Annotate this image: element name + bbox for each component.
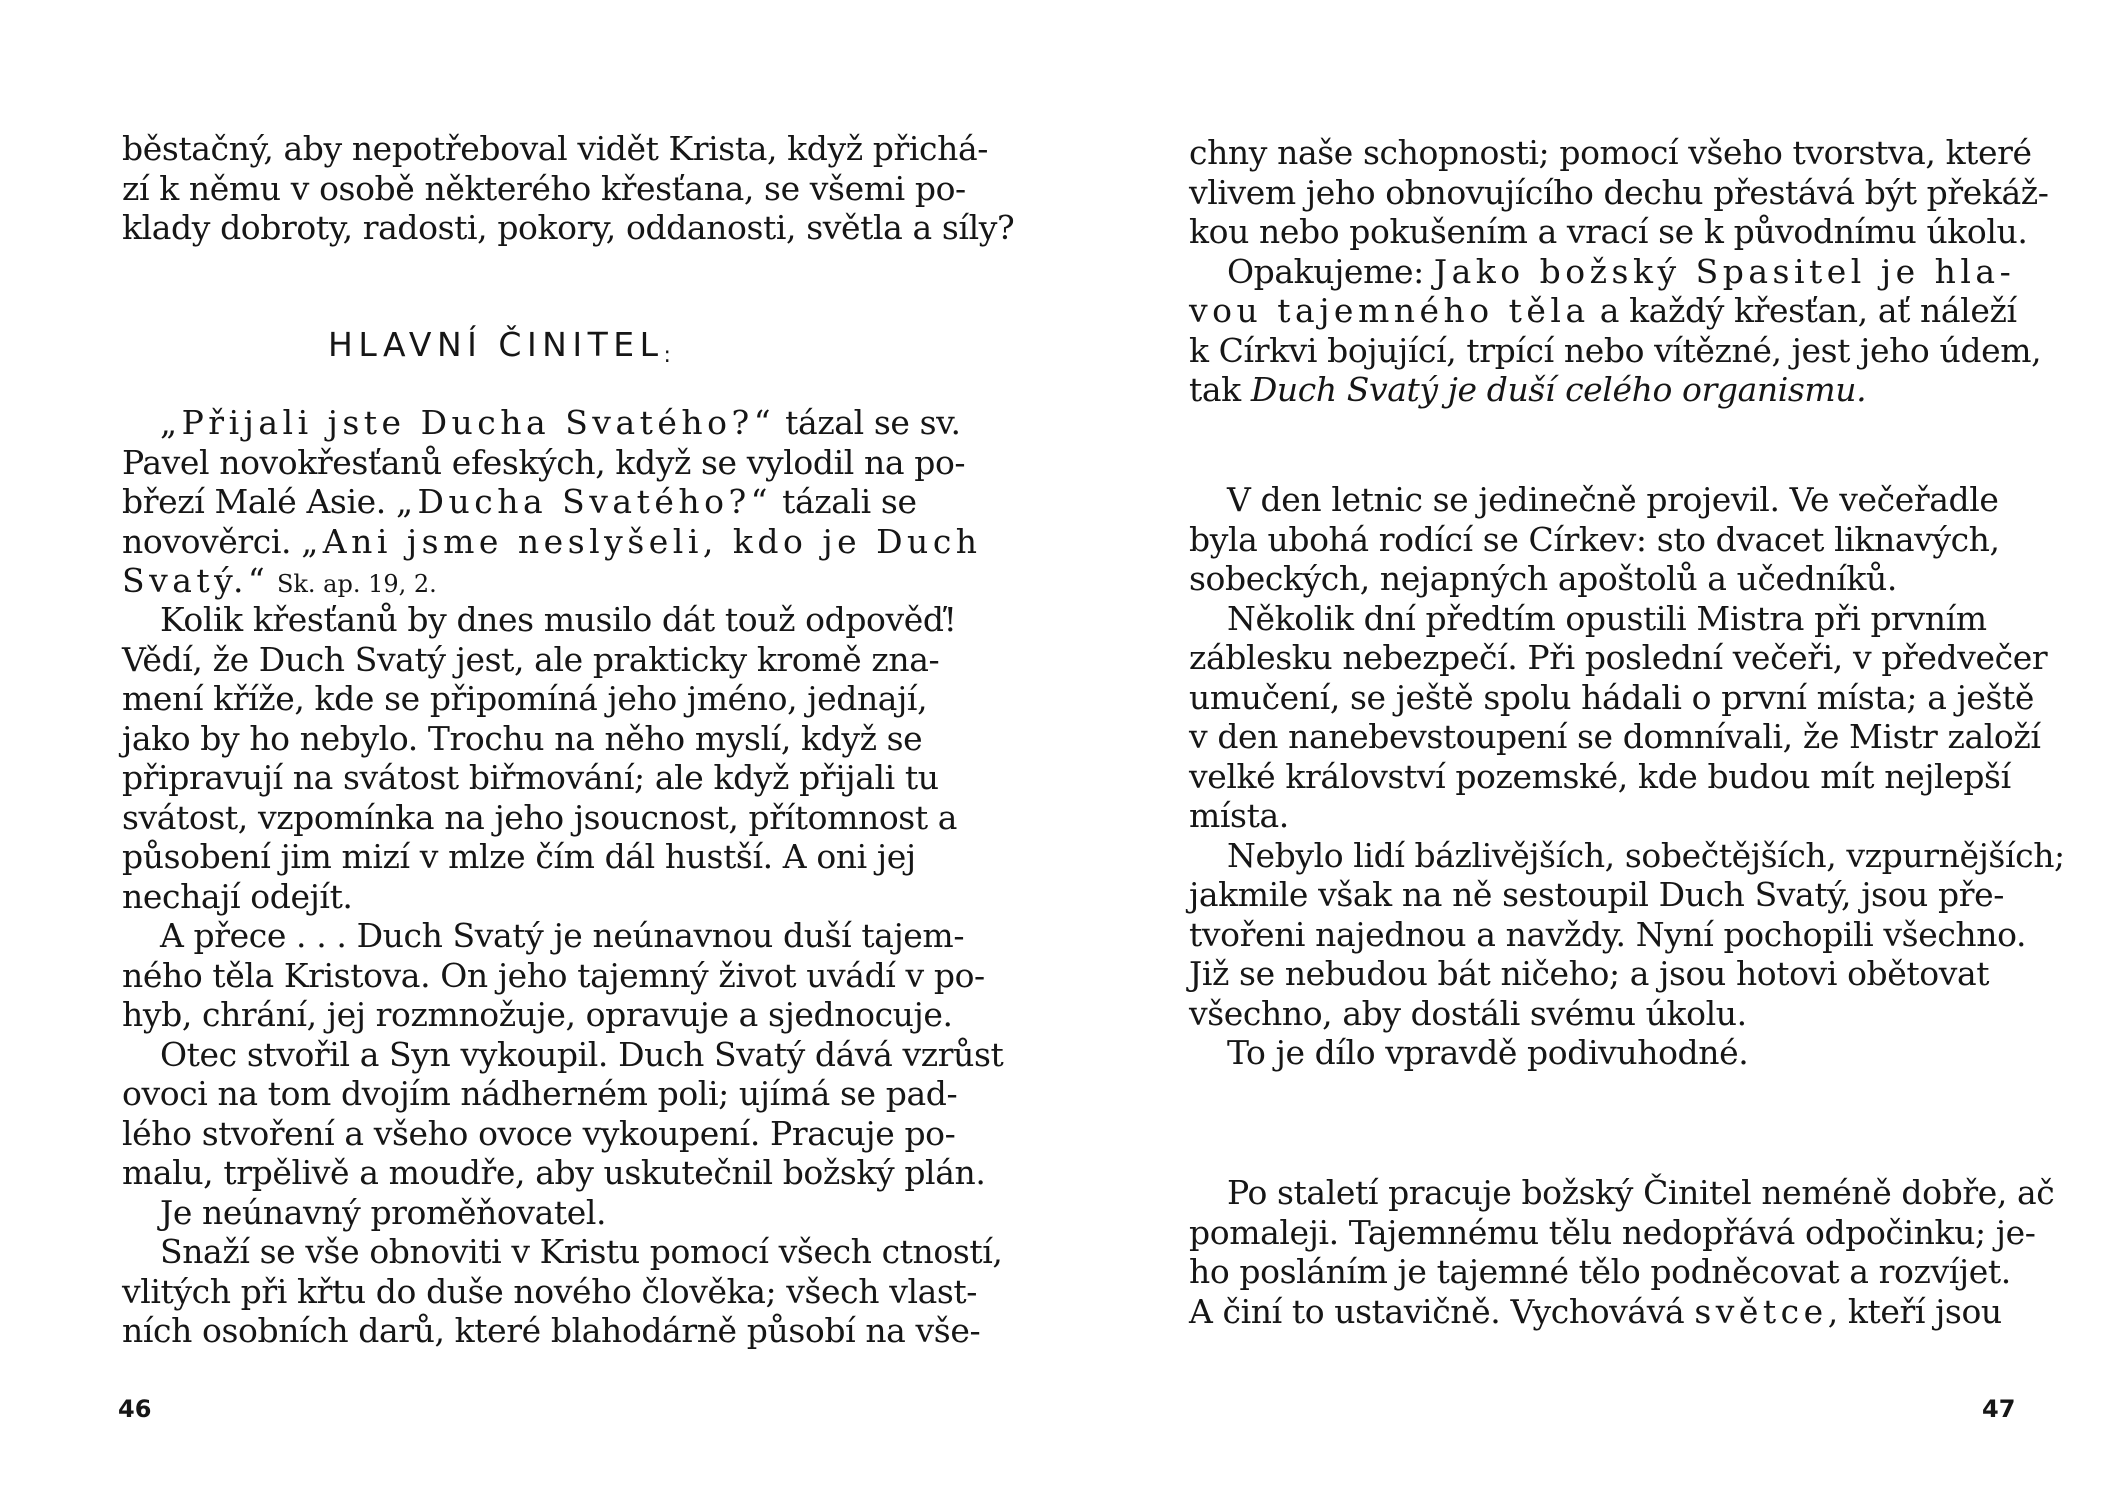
left-opening-paragraph: [122, 129, 1015, 248]
page-number: 46: [118, 1395, 152, 1423]
text-line: ného těla Kristova. On jeho tajemný život uvádí v po-: [122, 955, 985, 995]
text-fragment: tázali se: [772, 482, 917, 521]
left-body-text: [122, 600, 1004, 1351]
right-page: [1061, 0, 2122, 1500]
text-line: Je neúnavný proměňovatel.: [160, 1192, 607, 1232]
section-heading: [328, 325, 671, 368]
text-line: Pavel novokřesťanů efeských, když se vylodil na po-: [122, 442, 966, 482]
text-line: tvořeni najednou a navždy. Nyní pochopili všechno.: [1189, 914, 2027, 954]
text-line: záblesku nebezpečí. Při poslední večeři, v předvečer: [1189, 638, 2048, 677]
emphasized-text: světce: [1694, 1291, 1828, 1331]
text-line: vlivem jeho obnovujícího dechu přestává být překáž-: [1189, 172, 2049, 212]
right-middle-text: [1189, 480, 2065, 1073]
text-line: Vědí, že Duch Svatý jest, ale prakticky kromě zna-: [122, 639, 940, 679]
text-line: v den nanebevstoupení se domnívali, že Mistr založí: [1189, 717, 2041, 756]
emphasized-text: Jako božský Spasitel je hla-: [1433, 251, 2016, 291]
text-line: Otec stvořil a Syn vykoupil. Duch Svatý dává vzrůst: [160, 1034, 1004, 1074]
text-line: běstačný, aby nepotřeboval vidět Krista, když přichá-: [122, 129, 989, 168]
text-fragment: novověrci.: [122, 521, 302, 561]
text-line: [122, 521, 982, 562]
text-line: klady dobroty, radosti, pokory, oddanosti, světla a síly?: [122, 208, 1015, 247]
text-line: Nebylo lidí bázlivějších, sobečtějších, vzpurnějších;: [1227, 835, 2065, 875]
scripture-reference: Sk. ap. 19, 2.: [269, 570, 437, 598]
text-line: působení jim mizí v mlze čím dál hustší. A oni jej: [122, 837, 916, 876]
text-line: chny naše schopnosti; pomocí všeho tvorstva, které: [1189, 133, 2032, 172]
text-line: Snaží se vše obnoviti v Kristu pomocí všech ctností,: [160, 1232, 1003, 1271]
text-line: umučení, se ještě spolu hádali o první místa; a ještě: [1189, 677, 2035, 717]
text-line: připravují na svátost biřmování; ale když přijali tu: [122, 758, 939, 797]
text-line: [122, 403, 962, 443]
text-line: V den letnic se jedinečně projevil. Ve večeřadle: [1227, 480, 1999, 519]
text-line: Kolik křesťanů by dnes musilo dát touž odpověď!: [160, 600, 957, 639]
quote-attribution: tázal se sv.: [775, 403, 961, 442]
section-heading-text: HLAVNÍ ČINITEL: [328, 325, 664, 364]
text-line: hyb, chrání, jej rozmnožuje, opravuje a sjednocuje.: [122, 995, 953, 1034]
text-line: [1189, 370, 2029, 410]
text-line: vlitých při křtu do duše nového člověka; všech vlast-: [122, 1271, 978, 1311]
text-line: pomaleji. Tajemnému tělu nedopřává odpočinku; je-: [1189, 1212, 2036, 1252]
text-line: ovoci na tom dvojím nádherném poli; ujímá se pad-: [122, 1074, 958, 1113]
text-line: zí k němu v osobě některého křesťana, se všemi po-: [122, 168, 966, 208]
text-line: [122, 561, 962, 601]
text-line: Několik dní předtím opustili Mistra při prvním: [1227, 598, 1987, 638]
text-line: místa.: [1189, 796, 1289, 835]
text-fragment: , kteří jsou: [1827, 1291, 2002, 1331]
text-line: kou nebo pokušením a vrací se k původnímu úkolu.: [1189, 212, 2028, 251]
text-line: [1189, 1292, 2029, 1332]
quote-text: „Přijali jste Ducha Svatého?“: [160, 403, 776, 442]
text-line: To je dílo vpravdě podivuhodné.: [1227, 1033, 1749, 1072]
quote-text: „Ducha Svatého?“: [395, 482, 773, 521]
right-opening-paragraph: [1189, 133, 2049, 410]
text-line: [122, 482, 962, 522]
text-line: lého stvoření a všeho ovoce vykoupení. Pracuje po-: [122, 1113, 956, 1153]
text-line: nechají odejít.: [122, 876, 353, 916]
text-line: ních osobních darů, které blahodárně působí na vše-: [122, 1311, 981, 1350]
text-line: byla ubohá rodící se Církev: sto dvacet liknavých,: [1189, 519, 2000, 559]
text-line: A přece . . . Duch Svatý je neúnavnou duší tajem-: [160, 916, 965, 955]
text-fragment: a každý křesťan, ať náleží: [1589, 291, 2017, 330]
italic-text: Duch Svatý je duší celého organismu.: [1250, 370, 1867, 409]
text-line: malu, trpělivě a moudře, aby uskutečnil božský plán.: [122, 1153, 986, 1192]
page-number: 47: [1982, 1395, 2016, 1423]
text-fragment: tak: [1189, 370, 1251, 409]
text-line: svátost, vzpomínka na jeho jsoucnost, přítomnost a: [122, 797, 958, 837]
text-line: k Církvi bojující, trpící nebo vítězné, jest jeho údem,: [1189, 330, 2042, 370]
text-fragment: březí Malé Asie.: [122, 482, 396, 521]
emphasized-text: vou tajemného těla: [1189, 291, 1590, 330]
text-line: všechno, aby dostáli svému úkolu.: [1189, 993, 1747, 1033]
text-fragment: A činí to ustavičně. Vychovává: [1189, 1291, 1695, 1331]
text-line: Již se nebudou bát ničeho; a jsou hotovi obětovat: [1189, 954, 1990, 993]
text-line: ho posláním je tajemné tělo podněcovat a rozvíjet.: [1189, 1252, 2011, 1291]
text-line: jako by ho nebylo. Trochu na něho myslí, když se: [122, 718, 923, 758]
text-line: [1189, 252, 2029, 292]
section-heading-colon: :: [663, 343, 671, 368]
text-fragment: Opakujeme:: [1227, 251, 1434, 291]
text-line: jakmile však na ně sestoupil Duch Svatý, jsou pře-: [1189, 875, 2004, 914]
quote-text: „Ani jsme neslyšeli, kdo je Duch: [301, 521, 982, 561]
text-line: [1189, 291, 2029, 331]
quote-text: Svatý.“: [122, 561, 270, 600]
left-quote-paragraph: [122, 403, 982, 601]
text-line: velké království pozemské, kde budou mít nejlepší: [1189, 756, 2011, 796]
right-closing-paragraph: [1189, 1173, 2055, 1331]
text-line: mení kříže, kde se připomíná jeho jméno, jednají,: [122, 679, 928, 718]
text-line: sobeckých, nejapných apoštolů a učedníků.: [1189, 559, 1897, 598]
text-line: Po staletí pracuje božský Činitel neméně dobře, ač: [1227, 1173, 2055, 1212]
